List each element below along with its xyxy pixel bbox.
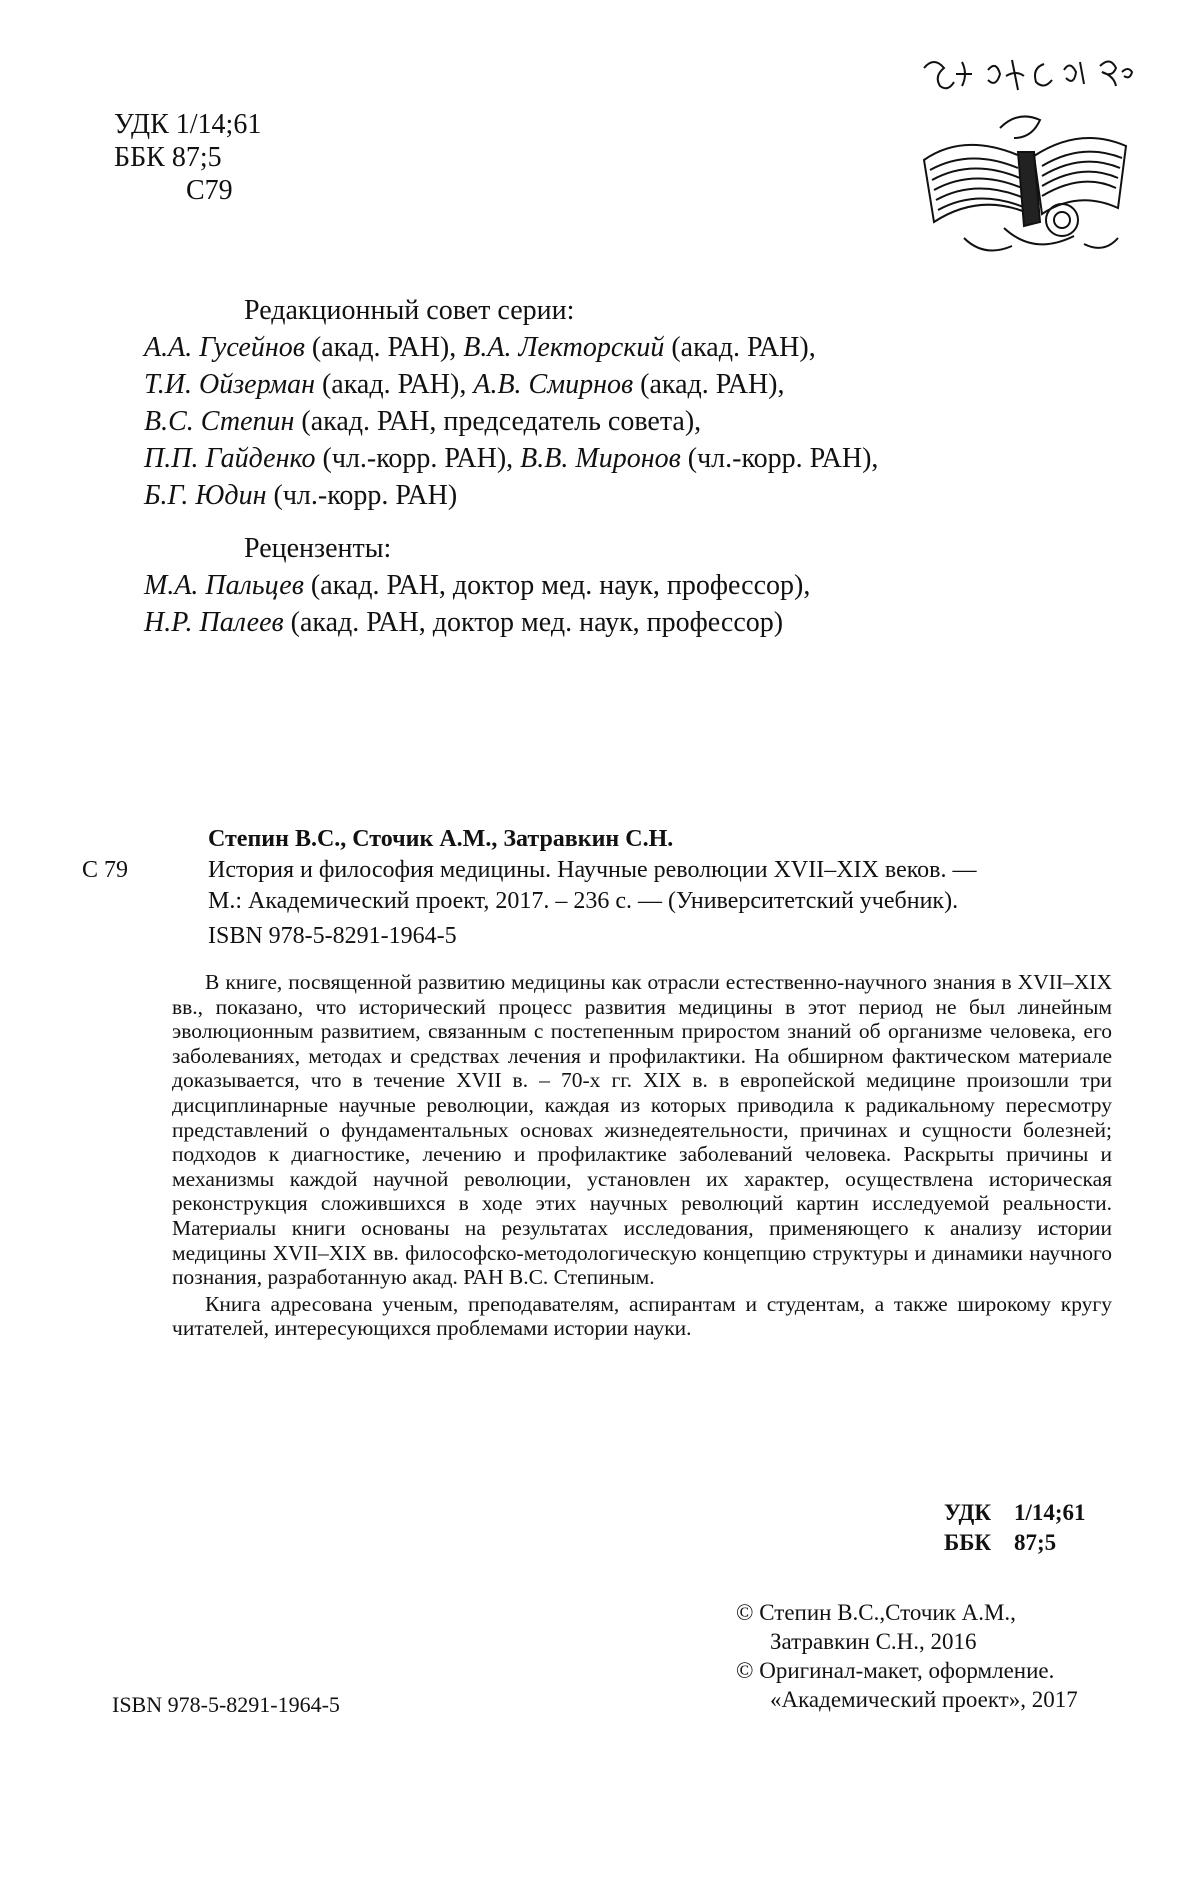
person-role: (акад. РАН, председатель совета),: [294, 406, 702, 437]
udk-value: 1/14;61: [1014, 1500, 1086, 1525]
person-name: В.С. Степин: [144, 406, 295, 437]
person-name: В.В. Миронов: [520, 443, 681, 474]
editorial-board-list: [144, 329, 878, 514]
person-role: (чл.-корр. РАН),: [315, 443, 521, 474]
catalog-isbn: ISBN 978-5-8291-1964-5: [208, 923, 457, 949]
catalog-authors: Степин В.С., Сточик А.М., Затравкин С.Н.: [208, 826, 674, 852]
person-role: (акад. РАН),: [314, 369, 474, 400]
isbn-bottom: ISBN 978-5-8291-1964-5: [112, 1692, 340, 1717]
person-line: [144, 366, 878, 403]
catalog-publisher: М.: Академический проект, 2017. – 236 с. — (Университетский учебник).: [208, 888, 959, 914]
bottom-bbk: [944, 1528, 1086, 1558]
person-line: [144, 403, 878, 440]
person-name: А.А. Гусейнов: [144, 332, 305, 363]
person-role: (акад. РАН, доктор мед. наук, профессор): [283, 607, 784, 638]
person-line: [144, 329, 878, 366]
udk-label: УДК: [944, 1500, 992, 1525]
copyright-authors: © Степин В.С.,Сточик А.М.,: [736, 1600, 1016, 1625]
catalog-description: История и философия медицины. Научные революции XVII–XIX веков. —: [208, 857, 977, 883]
reviewers: [144, 530, 810, 641]
editorial-board-heading: Редакционный совет серии:: [244, 295, 575, 326]
copyright-block: [736, 1598, 1078, 1714]
person-name: Н.Р. Палеев: [144, 607, 284, 638]
open-book-with-scroll-logo: [904, 48, 1144, 278]
copyright-publisher: «Академический проект», 2017: [770, 1687, 1078, 1712]
person-name: М.А. Пальцев: [144, 570, 304, 601]
person-line: [144, 604, 810, 641]
person-line: [144, 567, 810, 604]
person-role: (чл.-корр. РАН),: [680, 443, 879, 474]
person-line: [144, 440, 878, 477]
bbk-label: ББК: [944, 1530, 992, 1555]
bbk-value: 87;5: [1014, 1530, 1057, 1555]
person-name: П.П. Гайденко: [144, 443, 316, 474]
person-role: (чл.-корр. РАН): [266, 480, 458, 511]
person-role: (акад. РАН),: [633, 369, 785, 400]
copyright-authors-cont: Затравкин С.Н., 2016: [770, 1629, 977, 1654]
book-icon: [904, 48, 1144, 278]
call-number: С79: [186, 175, 233, 206]
reviewers-list: [144, 567, 810, 641]
person-name: Б.Г. Юдин: [144, 480, 267, 511]
abstract-paragraph: В книге, посвященной развитию медицины как отрасли естественно-научного знания в XVII–XIX вв., показано, что исторический процесс развития медицины в этот период не был линейным эволюционным развитием, связанным с постепенным приростом знаний об организме человека, его заболеваниях, методах и средствах лечения и профилактики. На обширном фактическом материале доказывается, что в течение XVII в. – 70-х гг. XIX в. в европейской медицине произошли три дисциплинарные научные революции, каждая из которых приводила к радикальному пересмотру представлений о фундаментальных основах жизнедеятельности, причинах и сущности болезней; подходов к диагностике, лечению и профилактике заболеваний человека. Раскрыты причины и механизмы каждой научной революции, установлен их характер, осуществлена историческая реконструкция сложившихся в ходе этих научных революций картин исследуемой реальности. Материалы книги основаны на результатах исследования, применяющего к анализу истории медицины XVII–XIX вв. философско-методологическую концепцию структуры и динамики научного познания, разработанную акад. РАН В.С. Степиным.: [172, 970, 1112, 1290]
abstract-paragraph: Книга адресована ученым, преподавателям, аспирантам и студентам, а также широкому кругу читателей, интересующихся проблемами истории науки.: [172, 1291, 1112, 1341]
udk-code: УДК 1/14;61: [114, 109, 262, 140]
person-name: Т.И. Ойзерман: [144, 369, 315, 400]
person-name: А.В. Смирнов: [473, 369, 634, 400]
person-name: В.А. Лекторский: [463, 332, 665, 363]
editorial-board: [144, 292, 878, 514]
catalog-call-number: С 79: [82, 857, 129, 883]
person-role: (акад. РАН),: [664, 332, 816, 363]
person-line: [144, 477, 878, 514]
classification-codes: [114, 108, 261, 207]
person-role: (акад. РАН, доктор мед. наук, профессор),: [303, 570, 811, 601]
abstract: [172, 970, 1112, 1341]
person-role: (акад. РАН),: [304, 332, 464, 363]
bottom-classification-codes: [944, 1498, 1086, 1558]
bottom-udk: [944, 1498, 1086, 1528]
catalog-entry: [82, 824, 1112, 952]
bbk-code: ББК 87;5: [114, 142, 222, 173]
reviewers-heading: Рецензенты:: [244, 533, 392, 564]
copyright-layout: © Оригинал-макет, оформление.: [736, 1658, 1055, 1683]
